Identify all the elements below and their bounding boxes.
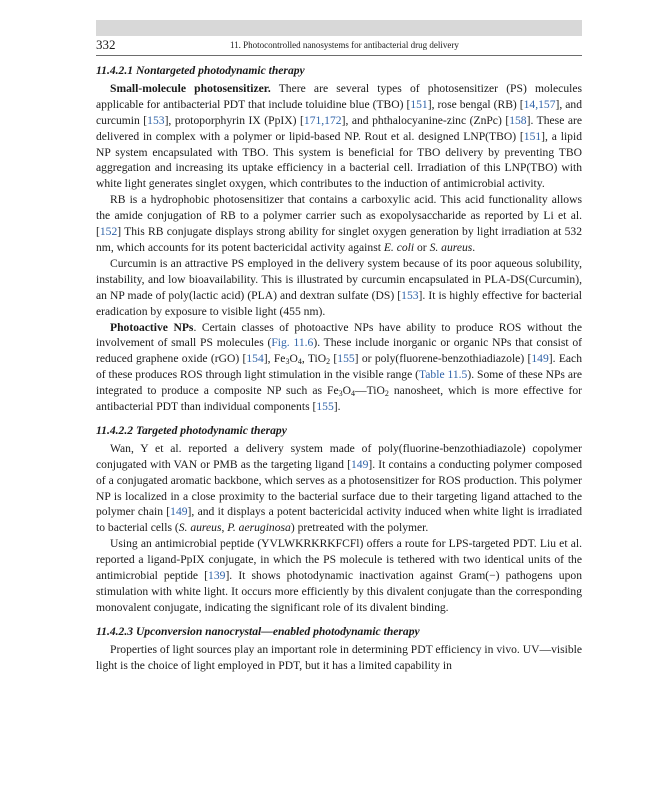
page-number: 332 — [96, 37, 116, 52]
citation-link[interactable]: 152 — [99, 225, 118, 239]
paragraph: Using an antimicrobial peptide (YVLWKRKRKFCFl) offers a route for LPS-targeted PDT. Liu et al. reported a ligand-PpIX conjugate, in which the PS molecule is tethered with two identical units of the antimicrobial peptide [139]. It shows photodynamic inactivation against Gram(−) pathogens upon stimulation with white light. It occurs more efficiently by this divalent conjugate than the corresponding monovalent conjugate, indicating the significant role of its divalent binding. — [96, 537, 582, 614]
paragraph: RB is a hydrophobic photosensitizer that contains a carboxylic acid. This acid functionality allows the amide conjugation of RB to a polymer carrier such as exopolysaccharide as reported by Li et al. [152] This RB conjugate displays strong ability for singlet oxygen generation by light irradiation at 532 nm, which accounts for its potent bactericidal activity against E. coli or S. aureus. — [96, 193, 582, 254]
citation-link[interactable]: 158 — [509, 113, 527, 127]
citation-link[interactable]: 14,157 — [523, 97, 556, 111]
section-heading-targeted: 11.4.2.2 Targeted photodynamic therapy — [96, 423, 287, 437]
citation-link[interactable]: 155 — [316, 400, 334, 414]
paragraph: Small-molecule photosensitizer. There are several types of photosensitizer (PS) molecules applicable for antibacterial PDT that include toluidine blue (TBO) [151], rose bengal (RB) [14,157], and curcumin [153], protoporphyrin IX (PpIX) [171,172], and phthalocyanine-zinc (ZnPc) [158]. These are delivered in complex with a polymer or lipid-based NP. Rout et al. designed LNP(TBO) [151], a lipid NP system encapsulated with TBO. This system is beneficial for TBO delivery by preventing TBO aggregation and increasing its uptake efficiency in a bacterial cell. Irradiation of this LNP(TBO) with white light generates singlet oxygen, which contributes to the induction of antimicrobial activity. — [96, 81, 583, 191]
paragraph: Wan, Y et al. reported a delivery system made of poly(fluorine-benzothiadiazole) copolymer conjugated with VAN or PMB as the targeting ligand [149]. It contains a conducting polymer composed of a conjugated aromatic backbone, which serves as a photosensitizer for ROS production. This polymer NP is localized in a close proximity to the bacterial surface due to their targeting ligand attached to the polymer chain [149], and it displays a potent bactericidal activity induced when white light is irradiated to bacterial cells (S. aureus, P. aeruginosa) pretreated with the polymer. — [96, 441, 582, 535]
header-rule — [96, 55, 582, 56]
citation-link[interactable]: 149 — [531, 352, 549, 366]
paragraph: Curcumin is an attractive PS employed in the delivery system because of its poor aqueous solubility, instability, and low bioavailability. This is illustrated by curcumin encapsulated in PLA-DS(Curcumin), an NP made of poly(lactic acid) (PLA) and dextran sulfate (DS) [153]. It is highly effective for bacterial eradication by exposure to visible light (455 nm). — [96, 256, 582, 318]
section-heading-nontargeted: 11.4.2.1 Nontargeted photodynamic therapy — [96, 64, 305, 77]
paragraph: Photoactive NPs. Certain classes of photoactive NPs have ability to produce ROS without the involvement of small PS molecules (Fig. 11.6). These include inorganic or organic NPs that consist of reduced graphene oxide (rGO) [154], $Fe_3O_4$, TiO$_2$ [155] or poly(fluorene-benzothiadiazole) [149]. Each of these produces ROS through light stimulation in the visible range (Table 11.5). Some of these NPs are integrated to produce a composite NP such as $Fe_3O_4—TiO_2$ nanosheet, which is more effective for antibacterial PDT than individual components [155]. — [96, 320, 583, 414]
runin-heading: Photoactive NPs — [110, 320, 194, 334]
paragraph: Properties of light sources play an important role in determining PDT efficiency in vivo. UV—visible light is the choice of light employed in PDT, but it has a limited capability in — [96, 642, 582, 672]
citation-link[interactable]: 151 — [410, 97, 428, 111]
citation-link[interactable]: 149 — [350, 457, 369, 471]
header-bar — [96, 20, 582, 36]
citation-link[interactable]: 149 — [170, 505, 188, 519]
citation-link[interactable]: 153 — [401, 288, 419, 302]
citation-link[interactable]: 171,172 — [303, 113, 342, 127]
citation-link[interactable]: 155 — [337, 352, 355, 366]
citation-link[interactable]: 154 — [246, 352, 264, 366]
table-link[interactable]: Table 11.5 — [419, 368, 468, 382]
citation-link[interactable]: 139 — [208, 569, 226, 583]
section-heading-upconversion: 11.4.2.3 Upconversion nanocrystal—enabled photodynamic therapy — [96, 624, 420, 638]
citation-link[interactable]: 153 — [147, 113, 165, 127]
runin-heading: Small-molecule photosensitizer. — [110, 81, 271, 95]
page-body — [96, 63, 582, 674]
citation-link[interactable]: 151 — [523, 129, 542, 143]
figure-link[interactable]: Fig. 11.6 — [271, 336, 314, 350]
running-head — [96, 37, 582, 53]
chapter-title: 11. Photocontrolled nanosystems for antibacterial drug delivery — [230, 40, 459, 50]
